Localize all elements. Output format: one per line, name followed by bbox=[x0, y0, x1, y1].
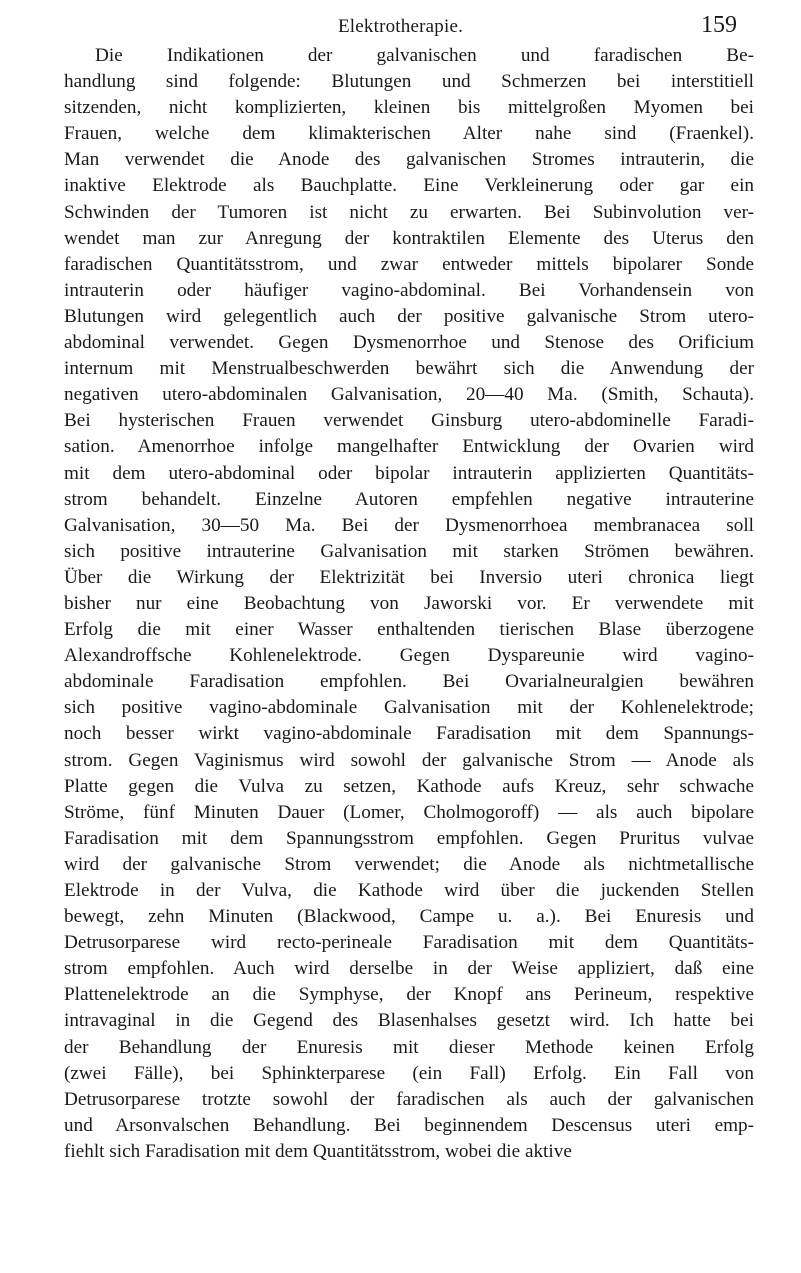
text-line: Elektrode in der Vulva, die Kathode wird über die juckenden Stellen bbox=[64, 880, 754, 901]
text-line: Man verwendet die Anode des galvanischen Stromes intrauterin, die bbox=[64, 149, 754, 171]
text-line: Ströme, fünf Minuten Dauer (Lomer, Cholmogoroff) — als auch bipolare bbox=[64, 801, 754, 823]
text-line: abdominal verwendet. Gegen Dysmenorrhoe und Stenose des Orificium bbox=[64, 332, 754, 354]
body-text bbox=[64, 43, 754, 1165]
running-header bbox=[0, 8, 801, 38]
text-line: sation. Amenorrhoe infolge mangelhafter Entwicklung der Ovarien wird bbox=[64, 436, 754, 458]
text-line: Die Indikationen der galvanischen und faradischen Be- bbox=[95, 45, 754, 66]
text-line: wird der galvanische Strom verwendet; die Anode als nichtmetallische bbox=[64, 853, 754, 875]
text-line: bisher nur eine Beobachtung von Jaworski vor. Er verwendete mit bbox=[64, 592, 754, 614]
text-line: noch besser wirkt vagino-abdominale Faradisation mit dem Spannungs- bbox=[64, 723, 754, 745]
text-line: inaktive Elektrode als Bauchplatte. Eine Verkleinerung oder gar ein bbox=[64, 175, 754, 197]
text-line: Bei hysterischen Frauen verwendet Ginsburg utero-abdominelle Faradi- bbox=[64, 410, 754, 432]
page-number: 159 bbox=[701, 12, 737, 38]
text-line: intravaginal in die Gegend des Blasenhalses gesetzt wird. Ich hatte bei bbox=[64, 1010, 754, 1032]
text-line: sitzenden, nicht komplizierten, kleinen bis mittelgroßen Myomen bei bbox=[64, 97, 754, 119]
text-line: internum mit Menstrualbeschwerden bewährt sich die Anwendung der bbox=[64, 358, 754, 380]
text-line: faradischen Quantitätsstrom, und zwar entweder mittels bipolarer Sonde bbox=[64, 253, 754, 275]
text-line: Detrusorparese wird recto-perineale Faradisation mit dem Quantitäts- bbox=[64, 932, 754, 954]
text-line: intrauterin oder häufiger vagino-abdominal. Bei Vorhandensein von bbox=[64, 279, 754, 301]
text-line: sich positive vagino-abdominale Galvanisation mit der Kohlenelektrode; bbox=[64, 697, 754, 719]
text-line: Erfolg die mit einer Wasser enthaltenden tierischen Blase überzogene bbox=[64, 619, 754, 641]
text-line: Platte gegen die Vulva zu setzen, Kathode aufs Kreuz, sehr schwache bbox=[64, 775, 754, 797]
text-line: und Arsonvalschen Behandlung. Bei beginnendem Descensus uteri emp- bbox=[64, 1114, 754, 1136]
text-line: Detrusorparese trotzte sowohl der faradischen als auch der galvanischen bbox=[64, 1088, 754, 1110]
running-header-title: Elektrotherapie. bbox=[337, 16, 464, 37]
text-line: Galvanisation, 30—50 Ma. Bei der Dysmenorrhoea membranacea soll bbox=[64, 514, 754, 536]
text-line: (zwei Fälle), bei Sphinkterparese (ein Fall) Erfolg. Ein Fall von bbox=[64, 1062, 754, 1084]
text-line: strom behandelt. Einzelne Autoren empfehlen negative intrauterine bbox=[64, 488, 754, 510]
text-line: der Behandlung der Enuresis mit dieser Methode keinen Erfolg bbox=[64, 1036, 754, 1058]
text-line: Alexandroffsche Kohlenelektrode. Gegen Dyspareunie wird vagino- bbox=[64, 645, 754, 667]
text-line: mit dem utero-abdominal oder bipolar intrauterin applizierten Quantitäts- bbox=[64, 462, 754, 484]
text-line: negativen utero-abdominalen Galvanisation, 20—40 Ma. (Smith, Schauta). bbox=[64, 384, 754, 406]
text-line: abdominale Faradisation empfohlen. Bei Ovarialneuralgien bewähren bbox=[64, 671, 754, 693]
text-line: fiehlt sich Faradisation mit dem Quantitätsstrom, wobei die aktive bbox=[64, 1140, 572, 1162]
text-line: Schwinden der Tumoren ist nicht zu erwarten. Bei Subinvolution ver- bbox=[64, 201, 754, 223]
text-line: handlung sind folgende: Blutungen und Schmerzen bei interstitiell bbox=[64, 71, 754, 93]
text-line: sich positive intrauterine Galvanisation mit starken Strömen bewähren. bbox=[64, 540, 754, 562]
text-line: wendet man zur Anregung der kontraktilen Elemente des Uterus den bbox=[64, 227, 754, 249]
text-line: strom. Gegen Vaginismus wird sowohl der galvanische Strom — Anode als bbox=[64, 749, 754, 771]
text-line: Frauen, welche dem klimakterischen Alter nahe sind (Fraenkel). bbox=[64, 123, 754, 145]
text-line: Faradisation mit dem Spannungsstrom empfohlen. Gegen Pruritus vulvae bbox=[64, 827, 754, 849]
text-line: Blutungen wird gelegentlich auch der positive galvanische Strom utero- bbox=[64, 305, 754, 327]
text-line: Plattenelektrode an die Symphyse, der Knopf ans Perineum, respektive bbox=[64, 984, 754, 1006]
text-line: strom empfohlen. Auch wird derselbe in der Weise appliziert, daß eine bbox=[64, 958, 754, 980]
text-line: bewegt, zehn Minuten (Blackwood, Campe u. a.). Bei Enuresis und bbox=[64, 906, 754, 928]
text-line: Über die Wirkung der Elektrizität bei Inversio uteri chronica liegt bbox=[64, 566, 754, 588]
